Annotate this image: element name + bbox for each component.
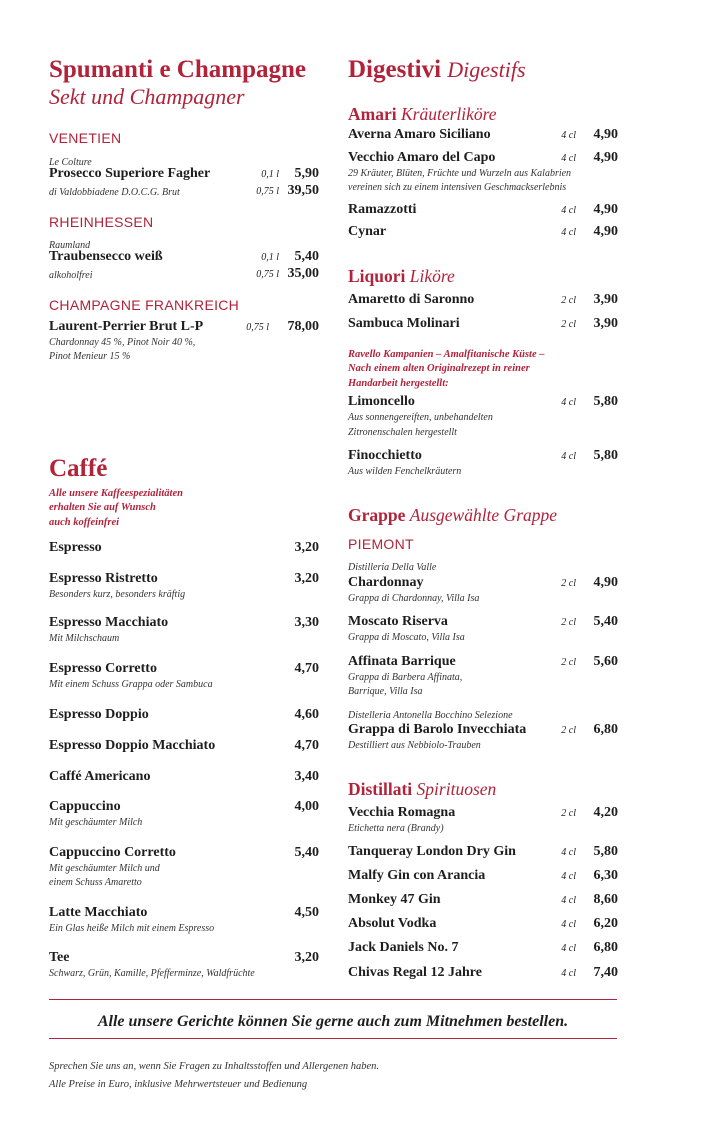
amari-title [348, 106, 497, 124]
item-name: Tee [49, 950, 70, 965]
item-volume: 4 cl [561, 919, 576, 930]
item-volume: 0,1 l [261, 169, 279, 180]
item-name: Vecchio Amaro del Capo [348, 150, 496, 165]
distillati-title [348, 781, 496, 799]
item-name: Latte Macchiato [49, 905, 148, 920]
item-volume: 4 cl [561, 895, 576, 906]
item-price: 5,80 [593, 844, 618, 859]
item-name: Averna Amaro Siciliano [348, 127, 491, 142]
note-line: erhalten Sie auf Wunsch [49, 502, 156, 514]
item-volume: 4 cl [561, 227, 576, 238]
item-name: Jack Daniels No. 7 [348, 940, 459, 955]
item-price: 4,90 [593, 202, 618, 217]
item-description: Mit geschäumter Milch [49, 817, 143, 828]
item-description: Zitronenschalen hergestellt [348, 427, 457, 438]
item-description: Besonders kurz, besonders kräftig [49, 589, 186, 600]
takeaway-notice: Alle unsere Gerichte können Sie gerne auch zum Mitnehmen bestellen. [97, 1013, 569, 1030]
item-volume: 4 cl [561, 153, 576, 164]
item-volume: 0,75 l [256, 186, 279, 197]
grappe-title-de: Ausgewählte Grappe [409, 505, 558, 525]
grappe-title [348, 507, 557, 525]
item-price: 3,40 [294, 769, 319, 784]
item-name: Espresso Doppio Macchiato [49, 738, 216, 753]
item-description: Aus wilden Fenchelkräutern [348, 466, 462, 477]
item-name: Grappa di Barolo Invecchiata [348, 722, 527, 737]
item-description: vereinen sich zu einem intensiven Geschmackserlebnis [348, 182, 567, 193]
item-price: 4,90 [593, 127, 618, 142]
item-volume: 4 cl [561, 397, 576, 408]
item-volume: 4 cl [561, 871, 576, 882]
item-name: Caffé Americano [49, 769, 151, 784]
item-volume: 4 cl [561, 451, 576, 462]
item-name: Espresso Ristretto [49, 571, 158, 586]
item-volume: 2 cl [561, 578, 576, 589]
item-description: di Valdobbiadene D.O.C.G. Brut [49, 187, 180, 198]
item-volume: 2 cl [561, 657, 576, 668]
grappe-title-it: Grappe [348, 505, 406, 525]
item-price: 4,20 [593, 805, 618, 820]
item-price: 3,20 [294, 571, 319, 586]
item-name: Absolut Vodka [348, 916, 437, 931]
item-price: 39,50 [287, 183, 319, 198]
item-name: Traubensecco weiß [49, 249, 163, 264]
item-name: Espresso Corretto [49, 661, 157, 676]
distillati-title-de: Spirituosen [416, 779, 497, 799]
item-price: 6,80 [593, 940, 618, 955]
item-name: Ramazzotti [348, 202, 417, 217]
producer-label: Le Colture [49, 157, 92, 168]
item-name: Monkey 47 Gin [348, 892, 441, 907]
price-notice: Alle Preise in Euro, inklusive Mehrwertsteuer und Bedienung [49, 1079, 308, 1090]
note-line: auch koffeinfrei [49, 516, 120, 528]
item-price: 6,30 [593, 868, 618, 883]
item-description: Barrique, Villa Isa [348, 686, 423, 697]
caffe-title: Caffé [49, 455, 108, 482]
item-name: Espresso Macchiato [49, 615, 169, 630]
producer-label: Distelleria Antonella Bocchino Selezione [348, 710, 513, 721]
item-name: Prosecco Superiore Fagher [49, 166, 211, 181]
item-volume: 2 cl [561, 295, 576, 306]
item-description: Ein Glas heiße Milch mit einem Espresso [49, 923, 215, 934]
item-description: 29 Kräuter, Blüten, Früchte und Wurzeln aus Kalabrien [348, 168, 572, 179]
item-volume: 4 cl [561, 205, 576, 216]
divider-top [49, 999, 617, 1000]
item-description: Grappa di Barbera Affinata, [348, 672, 463, 683]
item-description: Schwarz, Grün, Kamille, Pfefferminze, Waldfrüchte [49, 968, 255, 979]
item-volume: 4 cl [561, 968, 576, 979]
item-price: 4,70 [294, 738, 319, 753]
digestivi-title [348, 57, 526, 82]
spumanti-subtitle: Sekt und Champagner [49, 84, 245, 109]
item-volume: 2 cl [561, 808, 576, 819]
item-name: Cynar [348, 224, 387, 239]
item-price: 3,90 [593, 316, 618, 331]
item-volume: 2 cl [561, 725, 576, 736]
item-volume: 0,1 l [261, 252, 279, 263]
item-price: 5,60 [593, 654, 618, 669]
note-line: Ravello Kampanien – Amalfitanische Küste – [348, 349, 545, 360]
item-description: Grappa di Moscato, Villa Isa [348, 632, 465, 643]
item-name: Amaretto di Saronno [348, 292, 475, 307]
item-name: Affinata Barrique [348, 654, 456, 669]
item-volume: 4 cl [561, 943, 576, 954]
item-name: Moscato Riserva [348, 614, 448, 629]
region-champagne: CHAMPAGNE FRANKREICH [49, 297, 240, 313]
distillati-title-it: Distillati [348, 779, 413, 799]
item-name: Cappuccino [49, 799, 121, 814]
item-name: Tanqueray London Dry Gin [348, 844, 516, 859]
item-description: Etichetta nera (Brandy) [348, 823, 444, 834]
item-name: Vecchia Romagna [348, 805, 456, 820]
region-piemont: PIEMONT [348, 536, 414, 552]
caffe-note [49, 487, 183, 530]
item-name: Finocchietto [348, 448, 422, 463]
amari-title-de: Kräuterliköre [400, 104, 497, 124]
producer-label: Distilleria Della Valle [348, 562, 437, 573]
note-line: Alle unsere Kaffeespezialitäten [49, 488, 183, 499]
liquori-title-de: Liköre [409, 266, 455, 286]
item-description: alkoholfrei [49, 270, 93, 281]
item-volume: 0,75 l [246, 322, 269, 333]
item-name: Sambuca Molinari [348, 316, 460, 331]
item-description: Aus sonnengereiften, unbehandelten [348, 412, 493, 423]
item-description: einem Schuss Amaretto [49, 877, 142, 888]
item-name: Chivas Regal 12 Jahre [348, 965, 482, 980]
item-description: Mit einem Schuss Grappa oder Sambuca [49, 679, 213, 690]
item-volume: 2 cl [561, 617, 576, 628]
item-price: 3,30 [294, 615, 319, 630]
item-price: 3,20 [294, 540, 319, 555]
item-volume: 0,75 l [256, 269, 279, 280]
item-price: 4,90 [593, 575, 618, 590]
item-price: 4,70 [294, 661, 319, 676]
amari-title-it: Amari [348, 104, 397, 124]
item-price: 4,00 [294, 799, 319, 814]
item-price: 5,40 [294, 249, 319, 264]
item-price: 6,80 [593, 722, 618, 737]
allergen-notice: Sprechen Sie uns an, wenn Sie Fragen zu Inhaltsstoffen und Allergenen haben. [49, 1061, 380, 1072]
item-name: Espresso Doppio [49, 707, 149, 722]
note-line: Handarbeit hergestellt: [348, 377, 449, 389]
item-description: Destilliert aus Nebbiolo-Trauben [348, 740, 481, 751]
item-name: Cappuccino Corretto [49, 845, 176, 860]
item-volume: 4 cl [561, 847, 576, 858]
item-price: 4,90 [593, 150, 618, 165]
item-name: Limoncello [348, 394, 415, 409]
spumanti-title: Spumanti e Champagne [49, 56, 306, 83]
item-price: 6,20 [593, 916, 618, 931]
item-price: 78,00 [287, 319, 319, 334]
item-description: Mit Milchschaum [49, 633, 120, 644]
item-description: Chardonnay 45 %, Pinot Noir 40 %, [49, 337, 196, 348]
limoncello-origin-note [348, 348, 545, 391]
item-price: 5,80 [593, 448, 618, 463]
item-price: 4,50 [294, 905, 319, 920]
item-name: Laurent-Perrier Brut L-P [49, 319, 204, 334]
item-price: 35,00 [287, 266, 319, 281]
item-price: 5,80 [593, 394, 618, 409]
item-volume: 4 cl [561, 130, 576, 141]
item-description: Grappa di Chardonnay, Villa Isa [348, 593, 480, 604]
item-name: Espresso [49, 540, 102, 555]
item-price: 3,20 [294, 950, 319, 965]
item-price: 3,90 [593, 292, 618, 307]
item-price: 5,90 [294, 166, 319, 181]
item-price: 7,40 [593, 965, 618, 980]
item-price: 4,90 [593, 224, 618, 239]
item-name: Chardonnay [348, 575, 424, 590]
divider-bottom [49, 1038, 617, 1039]
item-description: Pinot Menieur 15 % [49, 351, 131, 362]
producer-label: Raumland [49, 240, 91, 251]
liquori-title-it: Liquori [348, 266, 406, 286]
region-venetien: VENETIEN [49, 130, 122, 146]
digestivi-title-de: Digestifs [447, 57, 526, 82]
item-price: 8,60 [593, 892, 618, 907]
item-price: 5,40 [593, 614, 618, 629]
item-name: Malfy Gin con Arancia [348, 868, 486, 883]
item-description: Mit geschäumter Milch und [49, 863, 160, 874]
item-price: 4,60 [294, 707, 319, 722]
region-rheinhessen: RHEINHESSEN [49, 214, 154, 230]
liquori-title [348, 268, 455, 286]
item-price: 5,40 [294, 845, 319, 860]
item-volume: 2 cl [561, 319, 576, 330]
note-line: Nach einem alten Originalrezept in reiner [348, 363, 530, 375]
digestivi-title-it: Digestivi [348, 56, 442, 83]
